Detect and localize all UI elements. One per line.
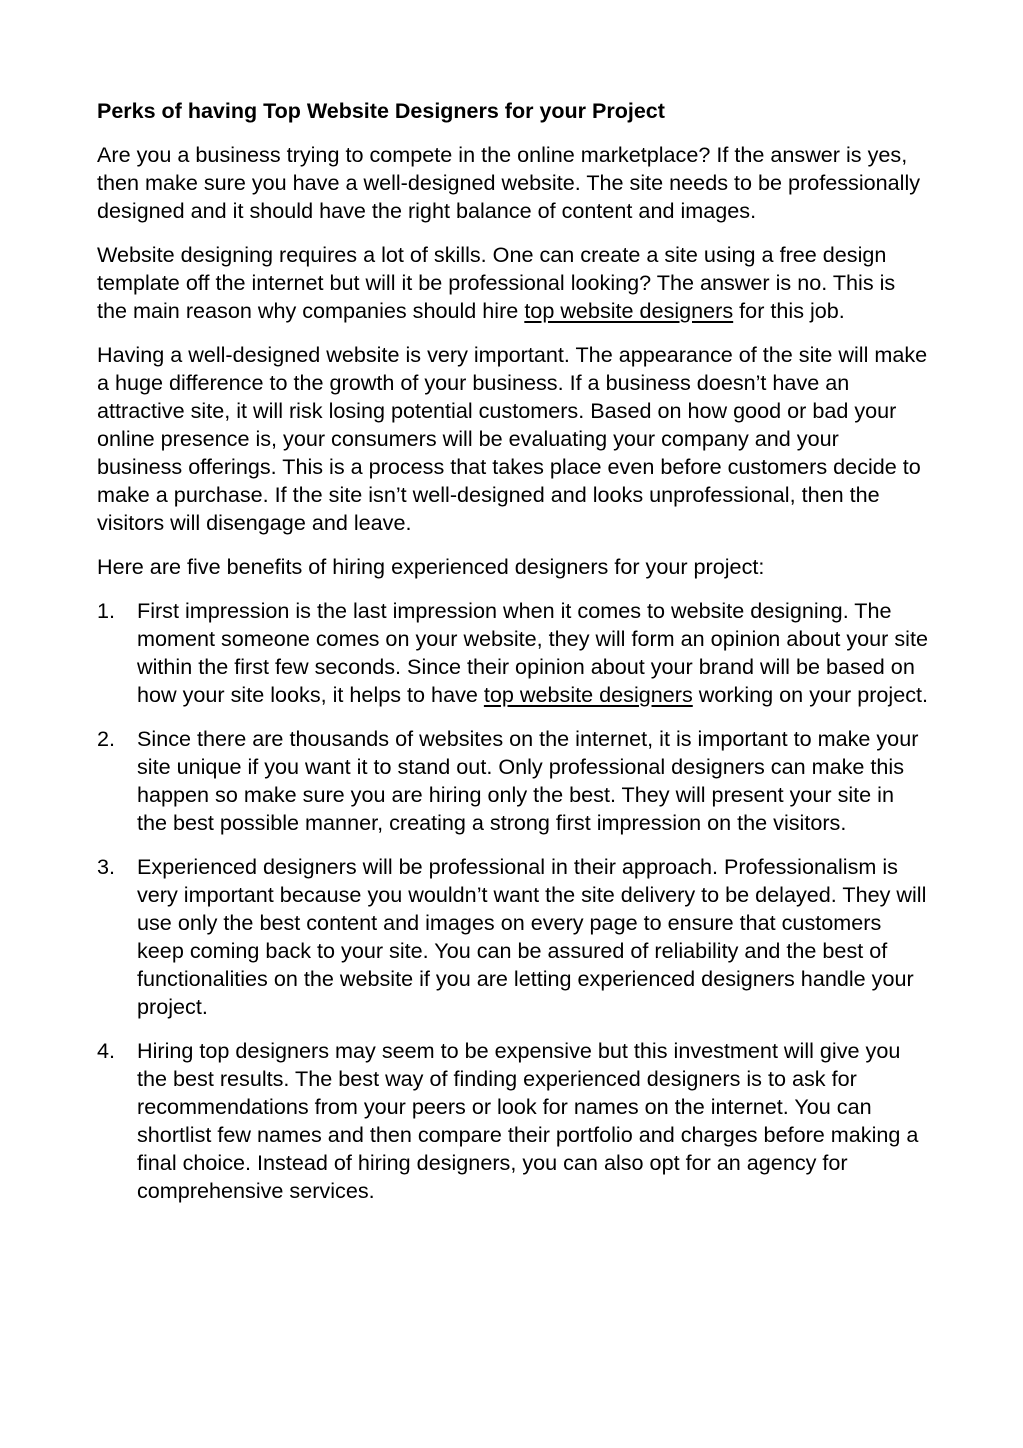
list-item-text: Experienced designers will be professional in their approach. Professionalism is very important because you wouldn’t want the site delivery to be delayed. They will use only the best content and images on every page to ensure that customers keep coming back to your site. You can be assured of reliability and the best of functionalities on the website if you are letting experienced designers handle your project. (137, 854, 927, 1019)
list-item-number: 1. (97, 598, 116, 623)
list-item (97, 725, 929, 837)
top-website-designers-link[interactable]: top website designers (483, 682, 693, 707)
paragraph-text: Website designing requires a lot of skills. One can create a site using a free design template off the internet but will it be professional looking? The answer is no. This is the main reason why companies should hire (97, 242, 896, 323)
list-item (97, 1037, 929, 1205)
paragraph-text: for this job. (733, 298, 845, 323)
document-page (97, 97, 929, 1221)
intro-paragraph-3: Having a well-designed website is very important. The appearance of the site will make a huge difference to the growth of your business. If a business doesn’t have an attractive site, it will risk losing potential customers. Based on how good or bad your online presence is, your consumers will be evaluating your company and your business offerings. This is a process that takes place even before customers decide to make a purchase. If the site isn’t well-designed and looks unprofessional, then the visitors will disengage and leave. (97, 342, 928, 535)
benefits-list (97, 597, 929, 1205)
list-item-number: 2. (97, 726, 116, 751)
intro-paragraph-4: Here are five benefits of hiring experienced designers for your project: (97, 554, 765, 579)
intro-paragraph-2 (97, 241, 929, 325)
document-title: Perks of having Top Website Designers for your Project (97, 99, 665, 123)
list-item-number: 4. (97, 1038, 116, 1063)
list-item-number: 3. (97, 854, 116, 879)
list-item-text: First impression is the last impression when it comes to website designing. The moment someone comes on your website, they will form an opinion about your site within the first few seconds. Since their opinion about your brand will be based on how your site looks, it helps to have (137, 598, 928, 707)
list-item-text: Hiring top designers may seem to be expensive but this investment will give you the best results. The best way of finding experienced designers is to ask for recommendations from your peers or look for names on the internet. You can shortlist few names and then compare their portfolio and charges before making a final choice. Instead of hiring designers, you can also opt for an agency for comprehensive services. (137, 1038, 919, 1203)
list-item (97, 853, 929, 1021)
list-item (97, 597, 929, 709)
list-item-text: working on your project. (692, 682, 929, 707)
intro-paragraph-1: Are you a business trying to compete in the online marketplace? If the answer is yes, then make sure you have a well-designed website. The site needs to be professionally designed and it should have the right balance of content and images. (97, 142, 921, 223)
list-item-text: Since there are thousands of websites on the internet, it is important to make your site unique if you want it to stand out. Only professional designers can make this happen so make sure you are hiring only the best. They will present your site in the best possible manner, creating a strong first impression on the visitors. (137, 726, 919, 835)
top-website-designers-link[interactable]: top website designers (524, 298, 734, 323)
